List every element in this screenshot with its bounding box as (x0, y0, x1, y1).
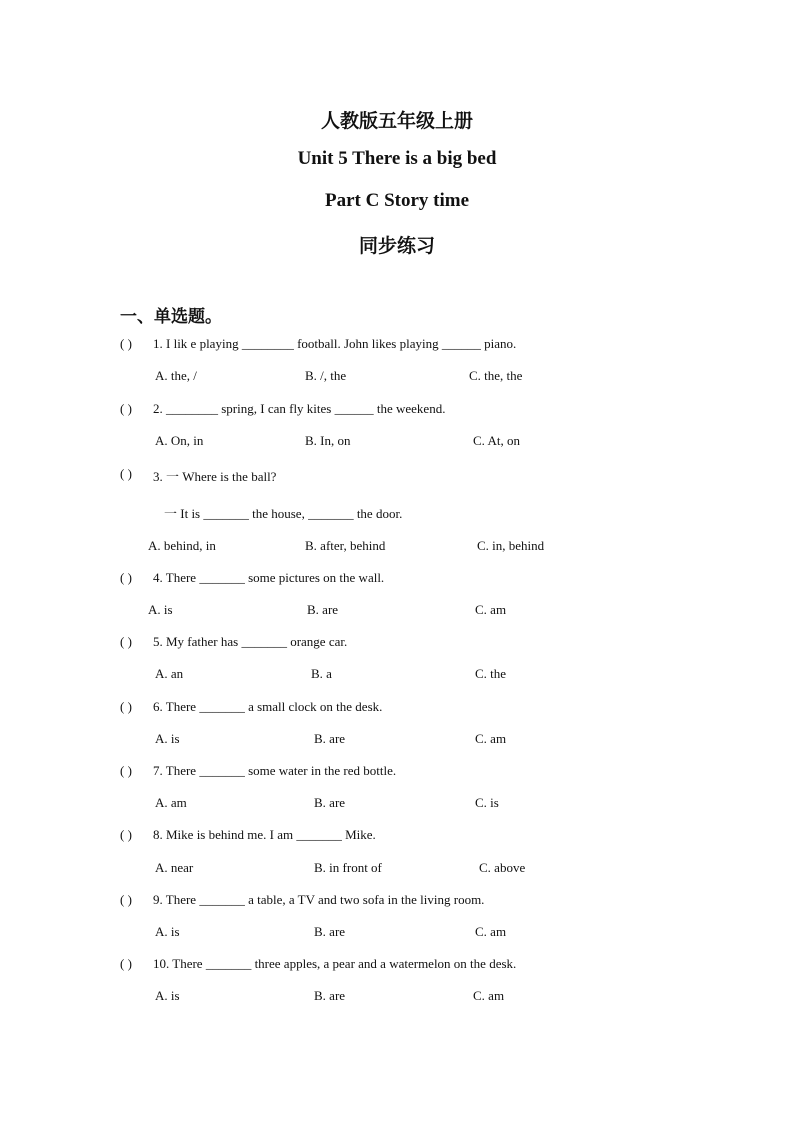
option-c: C. in, behind (477, 538, 545, 553)
question-stem: 7. There _______ some water in the red bottle. (153, 763, 397, 778)
option-a: A. is (148, 602, 173, 617)
option-b: B. are (314, 924, 346, 939)
option-b: B. In, on (305, 433, 351, 448)
option-c: C. above (479, 860, 526, 875)
answer-paren: ( ) (120, 763, 132, 778)
question-stem: 2. ________ spring, I can fly kites ______ the weekend. (153, 401, 446, 416)
option-c: C. the (475, 666, 507, 681)
question-stem: 3. 一 Where is the ball? (153, 469, 277, 484)
option-b: B. are (307, 602, 339, 617)
option-b: B. /, the (305, 368, 347, 383)
option-b: B. a (311, 666, 332, 681)
subtitle: 同步练习 (358, 236, 435, 257)
option-c: C. am (475, 602, 507, 617)
option-c: C. am (475, 924, 507, 939)
option-c: C. At, on (473, 433, 520, 448)
option-a: A. an (155, 666, 184, 681)
answer-paren: ( ) (120, 466, 132, 481)
option-c: C. am (473, 988, 505, 1003)
answer-paren: ( ) (120, 336, 132, 351)
question-stem: 9. There _______ a table, a TV and two sofa in the living room. (153, 892, 485, 907)
title-chinese: 人教版五年级上册 (320, 111, 473, 132)
option-c: C. is (475, 795, 499, 810)
option-b: B. are (314, 795, 346, 810)
answer-paren: ( ) (120, 699, 132, 714)
option-a: A. am (155, 795, 187, 810)
answer-paren: ( ) (120, 570, 132, 585)
option-b: B. in front of (314, 860, 382, 875)
option-b: B. after, behind (305, 538, 386, 553)
question-stem: 5. My father has _______ orange car. (153, 634, 348, 649)
answer-paren: ( ) (120, 401, 132, 416)
option-a: A. behind, in (148, 538, 216, 553)
question-stem: 6. There _______ a small clock on the desk. (153, 699, 383, 714)
option-a: A. near (155, 860, 194, 875)
option-a: A. On, in (155, 433, 204, 448)
answer-paren: ( ) (120, 892, 132, 907)
answer-paren: ( ) (120, 634, 132, 649)
option-c: C. the, the (469, 368, 523, 383)
question-stem: 8. Mike is behind me. I am _______ Mike. (153, 827, 376, 842)
question-dialogue-line: 一 It is _______ the house, _______ the door. (164, 506, 403, 521)
option-a: A. is (155, 924, 180, 939)
answer-paren: ( ) (120, 827, 132, 842)
option-c: C. am (475, 731, 507, 746)
section-title: 一、单选题。 (120, 307, 222, 326)
option-a: A. is (155, 731, 180, 746)
answer-paren: ( ) (120, 956, 132, 971)
question-stem: 10. There _______ three apples, a pear and a watermelon on the desk. (153, 956, 517, 971)
option-b: B. are (314, 731, 346, 746)
unit-title: Unit 5 There is a big bed (297, 148, 497, 169)
question-stem: 1. I lik e playing ________ football. John likes playing ______ piano. (153, 336, 517, 351)
part-title: Part C Story time (324, 190, 470, 211)
option-a: A. is (155, 988, 180, 1003)
question-stem: 4. There _______ some pictures on the wall. (153, 570, 385, 585)
option-a: A. the, / (155, 368, 197, 383)
option-b: B. are (314, 988, 346, 1003)
